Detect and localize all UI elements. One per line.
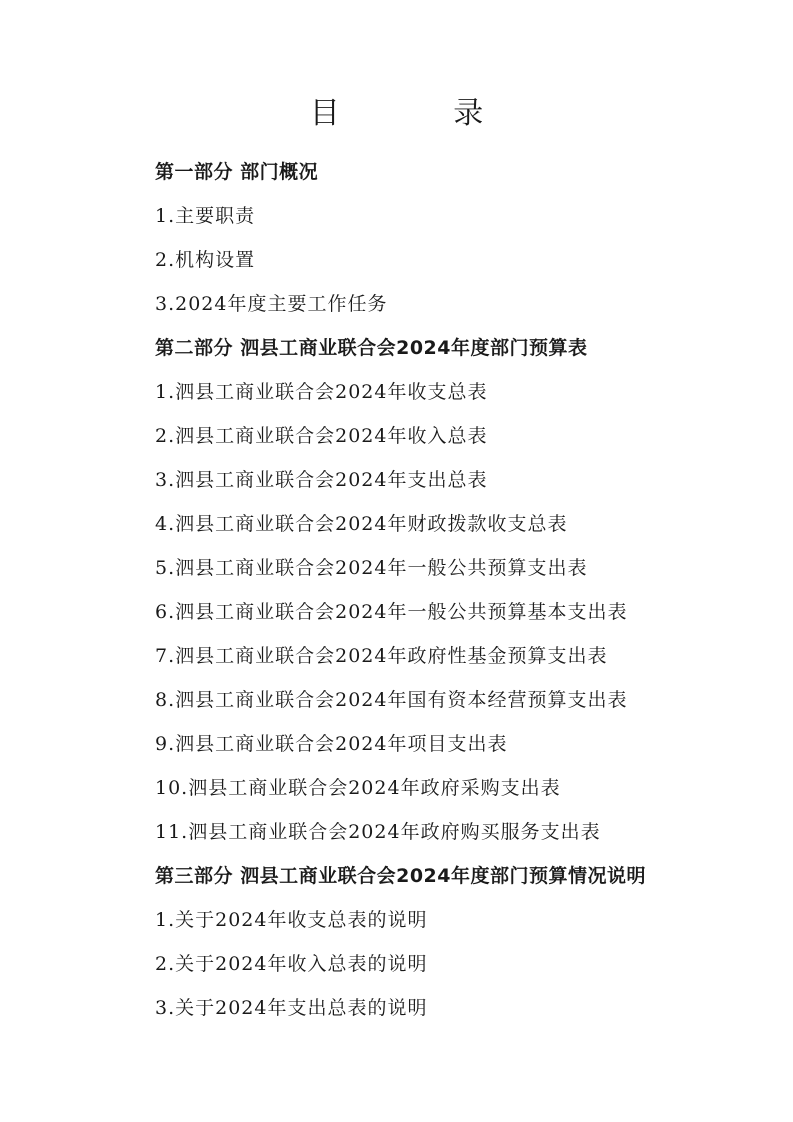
toc-item: 11.泗县工商业联合会2024年政府购买服务支出表 bbox=[155, 821, 601, 843]
toc-part-heading: 第二部分 泗县工商业联合会2024年度部门预算表 bbox=[155, 337, 588, 359]
toc-item: 1.关于2024年收支总表的说明 bbox=[155, 909, 428, 931]
toc-item: 4.泗县工商业联合会2024年财政拨款收支总表 bbox=[155, 513, 568, 535]
toc-item: 1.主要职责 bbox=[155, 205, 256, 227]
toc-item: 3.关于2024年支出总表的说明 bbox=[155, 997, 428, 1019]
toc-item: 3.2024年度主要工作任务 bbox=[155, 293, 388, 315]
toc-part-heading: 第一部分 部门概况 bbox=[155, 161, 319, 183]
toc-item: 1.泗县工商业联合会2024年收支总表 bbox=[155, 381, 488, 403]
toc-item: 3.泗县工商业联合会2024年支出总表 bbox=[155, 469, 488, 491]
toc-item: 10.泗县工商业联合会2024年政府采购支出表 bbox=[155, 777, 561, 799]
toc-item: 7.泗县工商业联合会2024年政府性基金预算支出表 bbox=[155, 645, 608, 667]
page-title: 目 录 bbox=[309, 96, 536, 131]
table-of-contents bbox=[155, 150, 755, 1030]
toc-item: 2.关于2024年收入总表的说明 bbox=[155, 953, 428, 975]
toc-part-heading: 第三部分 泗县工商业联合会2024年度部门预算情况说明 bbox=[155, 865, 646, 887]
toc-item: 6.泗县工商业联合会2024年一般公共预算基本支出表 bbox=[155, 601, 628, 623]
toc-item: 8.泗县工商业联合会2024年国有资本经营预算支出表 bbox=[155, 689, 628, 711]
toc-item: 9.泗县工商业联合会2024年项目支出表 bbox=[155, 733, 508, 755]
toc-item: 5.泗县工商业联合会2024年一般公共预算支出表 bbox=[155, 557, 588, 579]
toc-item: 2.泗县工商业联合会2024年收入总表 bbox=[155, 425, 488, 447]
toc-item: 2.机构设置 bbox=[155, 249, 256, 271]
